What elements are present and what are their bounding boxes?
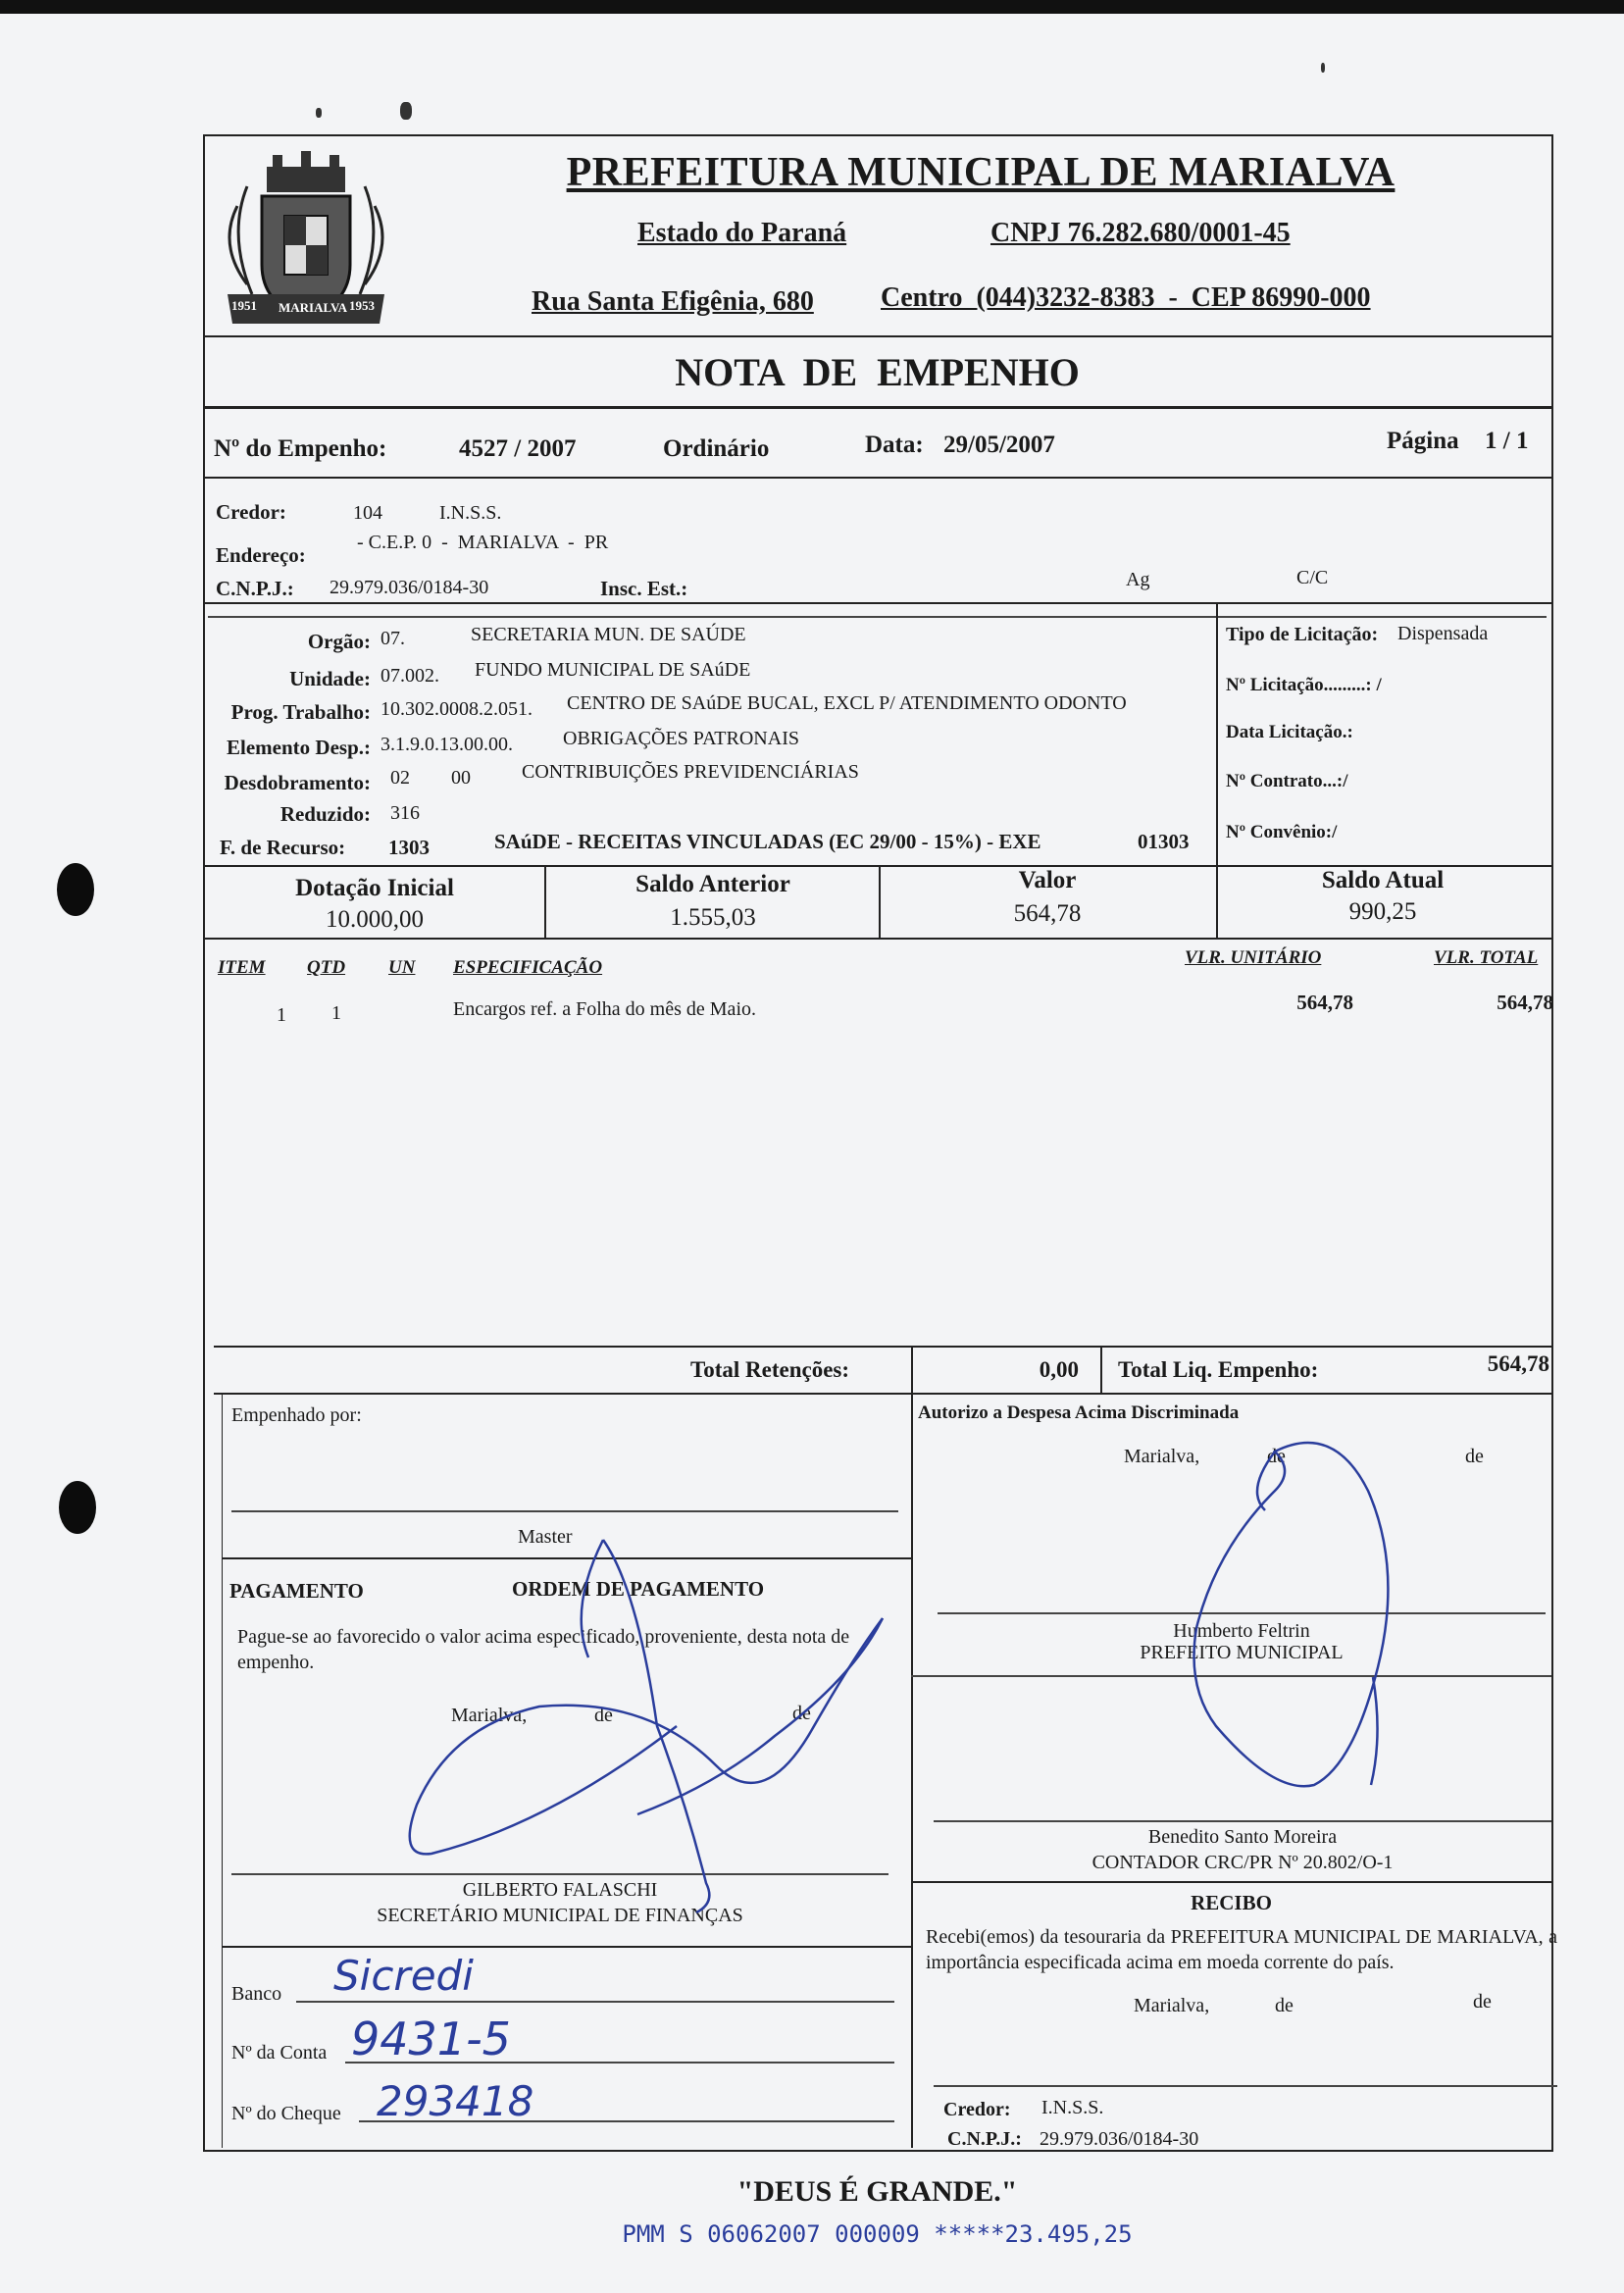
- recurso-code2: 01303: [1138, 830, 1190, 853]
- pagamento-de2: de: [792, 1703, 811, 1724]
- reduzido-label: Reduzido:: [279, 802, 371, 826]
- signature-line: [934, 1820, 1551, 1822]
- ag-label: Ag: [1126, 569, 1150, 590]
- valor-value: 564,78: [1013, 900, 1082, 927]
- recibo-de2: de: [1473, 1991, 1492, 2013]
- atual-value: 990,25: [1348, 898, 1417, 925]
- orgao-code: 07.: [381, 628, 405, 649]
- signature-secretario: [392, 1530, 902, 1942]
- divider: [203, 477, 1551, 479]
- retencoes-value: 0,00: [1039, 1357, 1079, 1382]
- banco-label: Banco: [231, 1983, 282, 2005]
- divider: [203, 335, 1551, 337]
- credor-cnpj: 29.979.036/0184-30: [330, 577, 489, 598]
- banco-handwritten: Sicredi: [333, 1952, 474, 2000]
- row-vlr-total: 564,78: [1497, 991, 1553, 1014]
- dotacao-label: Dotação Inicial: [295, 875, 454, 901]
- divider: [911, 1881, 1551, 1883]
- divider: [1216, 602, 1218, 867]
- banco-line: [296, 2001, 894, 2003]
- page-number: 1 / 1: [1485, 428, 1529, 454]
- ordem-pagamento-label: ORDEM DE PAGAMENTO: [512, 1577, 765, 1601]
- divider: [203, 602, 1551, 604]
- empenhado-label: Empenhado por:: [231, 1404, 362, 1426]
- header-state: Estado do Paraná: [637, 218, 847, 248]
- recibo-cnpj-label: C.N.P.J.:: [947, 2128, 1022, 2150]
- doc-title: NOTA DE EMPENHO: [675, 350, 1080, 394]
- cheque-handwritten: 293418: [377, 2077, 534, 2125]
- contrato: Nº Contrato...:/: [1226, 771, 1348, 791]
- tipo-licitacao-label: Tipo de Licitação:: [1226, 624, 1379, 645]
- conta-handwritten: 9431-5: [351, 2013, 511, 2065]
- conta-label: Nº da Conta: [231, 2042, 328, 2064]
- credor-address: - C.E.P. 0 - MARIALVA - PR: [357, 532, 609, 553]
- row-item: 1: [277, 1004, 286, 1026]
- retencoes-label: Total Retenções:: [690, 1357, 850, 1382]
- divider: [1100, 1346, 1102, 1395]
- header-address: Rua Santa Efigênia, 680: [532, 286, 814, 317]
- credor-label: Credor:: [216, 500, 286, 524]
- crest-ribbon-text: MARIALVA: [279, 300, 348, 315]
- empenho-number: 4527 / 2007: [459, 435, 577, 462]
- recibo-local: Marialva,: [1134, 1995, 1210, 2016]
- insc-label: Insc. Est.:: [600, 577, 688, 600]
- row-vlr-unit: 564,78: [1296, 991, 1353, 1014]
- punch-hole: [57, 863, 94, 916]
- row-espec: Encargos ref. a Folha do mês de Maio.: [453, 998, 756, 1020]
- contador-cargo: CONTADOR CRC/PR Nº 20.802/O-1: [1091, 1852, 1394, 1873]
- desdob-name: CONTRIBUIÇÕES PREVIDENCIÁRIAS: [522, 761, 859, 783]
- municipal-crest: [208, 147, 404, 343]
- crest-year-right: 1953: [349, 298, 375, 313]
- recibo-credor: I.N.S.S.: [1041, 2097, 1104, 2118]
- orgao-label: Orgão:: [307, 630, 371, 653]
- reduzido-value: 316: [390, 802, 420, 824]
- divider: [203, 938, 1551, 940]
- num-licitacao: Nº Licitação.........: /: [1226, 675, 1382, 695]
- autorizo-de1: de: [1267, 1446, 1286, 1467]
- empenhado-nome: Master: [518, 1526, 573, 1548]
- col-item: ITEM: [218, 957, 266, 978]
- dotacao-value: 10.000,00: [326, 906, 424, 933]
- recurso-code: 1303: [388, 836, 430, 859]
- autorizo-local: Marialva,: [1124, 1446, 1200, 1467]
- liquido-value: 564,78: [1487, 1351, 1549, 1376]
- recibo-credor-label: Credor:: [943, 2099, 1011, 2120]
- unidade-name: FUNDO MUNICIPAL DE SAúDE: [475, 659, 751, 681]
- scan-speck: [316, 108, 322, 118]
- signature-line: [231, 1510, 898, 1512]
- pagamento-label: PAGAMENTO: [229, 1579, 364, 1603]
- col-un: UN: [388, 957, 416, 978]
- elemento-name: OBRIGAÇÕES PATRONAIS: [563, 728, 799, 749]
- header-cnpj: CNPJ 76.282.680/0001-45: [990, 218, 1291, 248]
- recurso-name: SAúDE - RECEITAS VINCULADAS (EC 29/00 - 15%) - EXE: [494, 830, 1041, 853]
- secretario-cargo: SECRETÁRIO MUNICIPAL DE FINANÇAS: [377, 1905, 743, 1926]
- autorizo-label: Autorizo a Despesa Acima Discriminada: [918, 1402, 1240, 1423]
- unidade-code: 07.002.: [381, 665, 439, 687]
- divider: [203, 406, 1551, 409]
- empenho-date: 29/05/2007: [943, 432, 1055, 458]
- footer-motto: "DEUS É GRANDE.": [736, 2175, 1018, 2208]
- signature-line: [934, 2085, 1557, 2087]
- convenio: Nº Convênio:/: [1226, 822, 1338, 842]
- recibo-texto: Recebi(emos) da tesouraria da PREFEITURA MUNICIPAL DE MARIALVA, a importância especificada acima em moeda corrente do país.: [926, 1926, 1557, 1973]
- recibo-label: RECIBO: [1191, 1891, 1272, 1914]
- atual-label: Saldo Atual: [1321, 867, 1445, 893]
- credor-code: 104: [353, 502, 382, 524]
- divider: [544, 865, 546, 940]
- cnpj-label: C.N.P.J.:: [216, 577, 294, 600]
- prefeito-nome: Humberto Feltrin: [1173, 1620, 1310, 1642]
- address-label: Endereço:: [216, 543, 306, 567]
- cheque-label: Nº do Cheque: [231, 2103, 341, 2124]
- recibo-cnpj: 29.979.036/0184-30: [1040, 2128, 1199, 2150]
- desdob-label: Desdobramento:: [224, 771, 371, 794]
- row-qtd: 1: [331, 1002, 341, 1024]
- valor-label: Valor: [1018, 867, 1077, 893]
- recurso-label: F. de Recurso:: [220, 836, 346, 859]
- anterior-label: Saldo Anterior: [635, 871, 790, 897]
- desdob-code2: 00: [451, 767, 471, 789]
- prog-name: CENTRO DE SAúDE BUCAL, EXCL P/ ATENDIMENTO ODONTO: [567, 692, 1127, 714]
- secretario-nome: GILBERTO FALASCHI: [462, 1879, 658, 1901]
- prog-code: 10.302.0008.2.051.: [381, 698, 533, 720]
- cc-label: C/C: [1296, 567, 1329, 588]
- unidade-label: Unidade:: [289, 667, 371, 690]
- prog-label: Prog. Trabalho:: [230, 700, 371, 724]
- liquido-label: Total Liq. Empenho:: [1118, 1357, 1319, 1382]
- orgao-name: SECRETARIA MUN. DE SAÚDE: [471, 624, 746, 645]
- credor-name: I.N.S.S.: [439, 502, 502, 524]
- elemento-code: 3.1.9.0.13.00.00.: [381, 734, 513, 755]
- divider: [911, 1346, 913, 1395]
- signature-prefeito: [1157, 1432, 1412, 1814]
- empenho-type: Ordinário: [663, 435, 770, 462]
- header-title: PREFEITURA MUNICIPAL DE MARIALVA: [566, 150, 1396, 195]
- autorizo-de2: de: [1465, 1446, 1484, 1467]
- header-address-rest: Centro (044)3232-8383 - CEP 86990-000: [881, 282, 1371, 313]
- tipo-licitacao-value: Dispensada: [1397, 623, 1489, 644]
- divider: [214, 1346, 1551, 1348]
- data-licitacao: Data Licitação.:: [1226, 722, 1353, 742]
- punch-hole: [59, 1481, 96, 1534]
- page-label: Página: [1387, 428, 1459, 454]
- pagamento-texto: Pague-se ao favorecido o valor acima especificado, proveniente, desta nota de empenho.: [237, 1626, 850, 1673]
- pagamento-local: Marialva,: [451, 1705, 528, 1726]
- scan-top-edge: [0, 0, 1624, 14]
- elemento-label: Elemento Desp.:: [227, 736, 371, 759]
- scan-speck: [1321, 63, 1325, 73]
- divider: [208, 616, 1547, 618]
- empenho-label: Nº do Empenho:: [214, 435, 387, 462]
- prefeito-cargo: PREFEITO MUNICIPAL: [1140, 1642, 1344, 1663]
- divider: [222, 1946, 911, 1948]
- divider: [214, 1393, 1551, 1395]
- col-espec: ESPECIFICAÇÃO: [453, 957, 603, 978]
- contador-nome: Benedito Santo Moreira: [1147, 1826, 1338, 1848]
- col-qtd: QTD: [307, 957, 346, 978]
- pagamento-de1: de: [594, 1705, 613, 1726]
- col-vlr-unit: VLR. UNITÁRIO: [1185, 947, 1322, 968]
- divider: [911, 1393, 913, 2148]
- anterior-value: 1.555,03: [670, 904, 756, 931]
- lower-left-frame: [222, 1393, 223, 2148]
- recibo-de1: de: [1275, 1995, 1294, 2016]
- desdob-code1: 02: [390, 767, 410, 789]
- empenho-date-label: Data:: [865, 432, 924, 458]
- col-vlr-total: VLR. TOTAL: [1434, 947, 1539, 968]
- crest-year-left: 1951: [231, 298, 257, 313]
- footer-stamp: PMM S 06062007 000009 *****23.495,25: [622, 2220, 1133, 2248]
- scan-speck: [400, 102, 412, 120]
